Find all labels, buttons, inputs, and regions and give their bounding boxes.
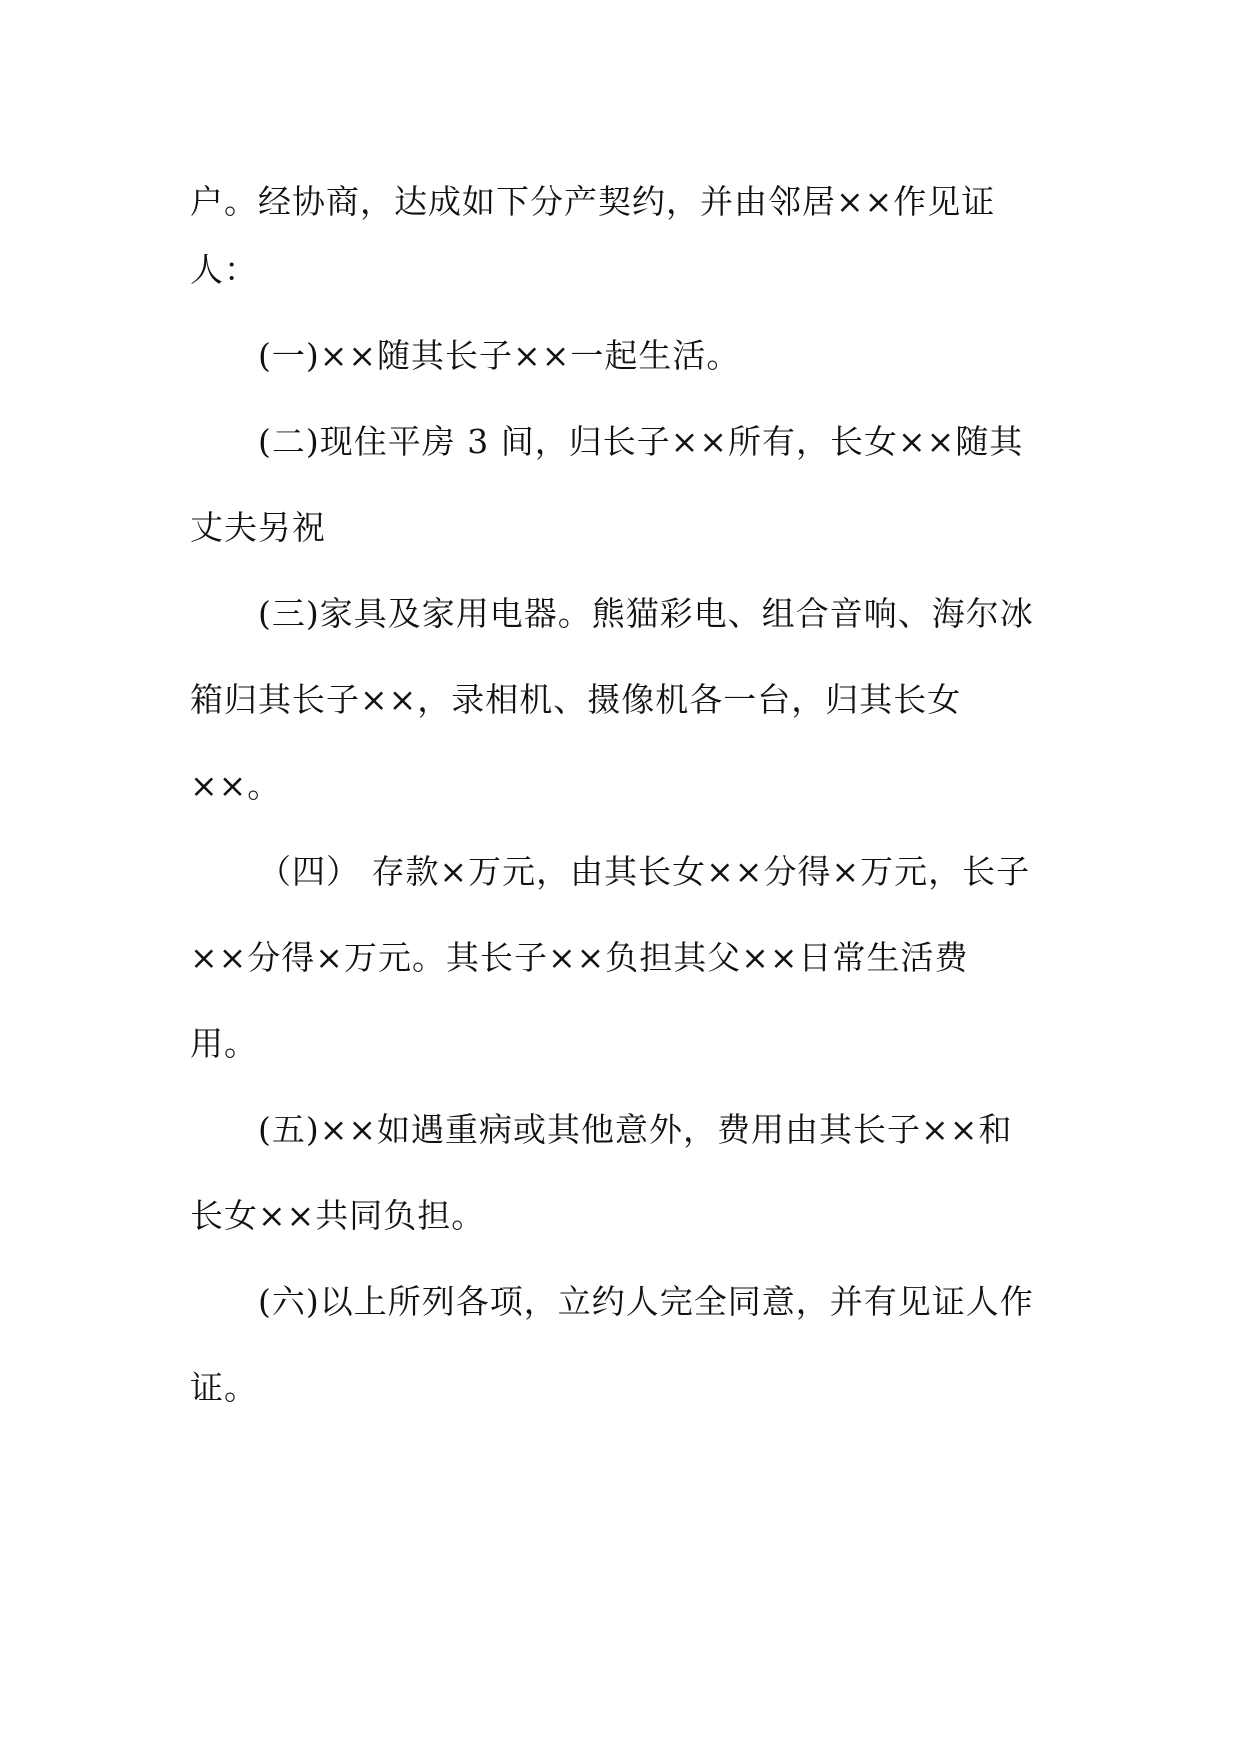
text-line: 证。 bbox=[190, 1368, 258, 1407]
text-line: （四） 存款×万元，由其长女××分得×万元，长子 bbox=[258, 852, 1031, 891]
text-line: ××分得×万元。其长子××负担其父××日常生活费 bbox=[190, 938, 969, 977]
text-line: (三)家具及家用电器。熊猫彩电、组合音响、海尔冰 bbox=[258, 594, 1034, 633]
text-line: 户。经协商，达成如下分产契约，并由邻居××作见证 bbox=[190, 182, 996, 221]
text-line: (一)××随其长子××一起生活。 bbox=[258, 336, 741, 375]
text-line: (五)××如遇重病或其他意外，费用由其长子××和 bbox=[258, 1110, 1013, 1149]
text-line: (六)以上所列各项，立约人完全同意，并有见证人作 bbox=[258, 1282, 1034, 1321]
text-line: 箱归其长子××，录相机、摄像机各一台，归其长女 bbox=[190, 680, 962, 719]
text-line: ××。 bbox=[190, 766, 282, 805]
text-line: 用。 bbox=[190, 1024, 258, 1063]
text-line: 丈夫另祝 bbox=[190, 508, 326, 547]
text-line: 长女××共同负担。 bbox=[190, 1196, 486, 1235]
text-line: (二)现住平房 3 间，归长子××所有，长女××随其 bbox=[258, 422, 1024, 461]
text-line: 人： bbox=[190, 250, 258, 289]
